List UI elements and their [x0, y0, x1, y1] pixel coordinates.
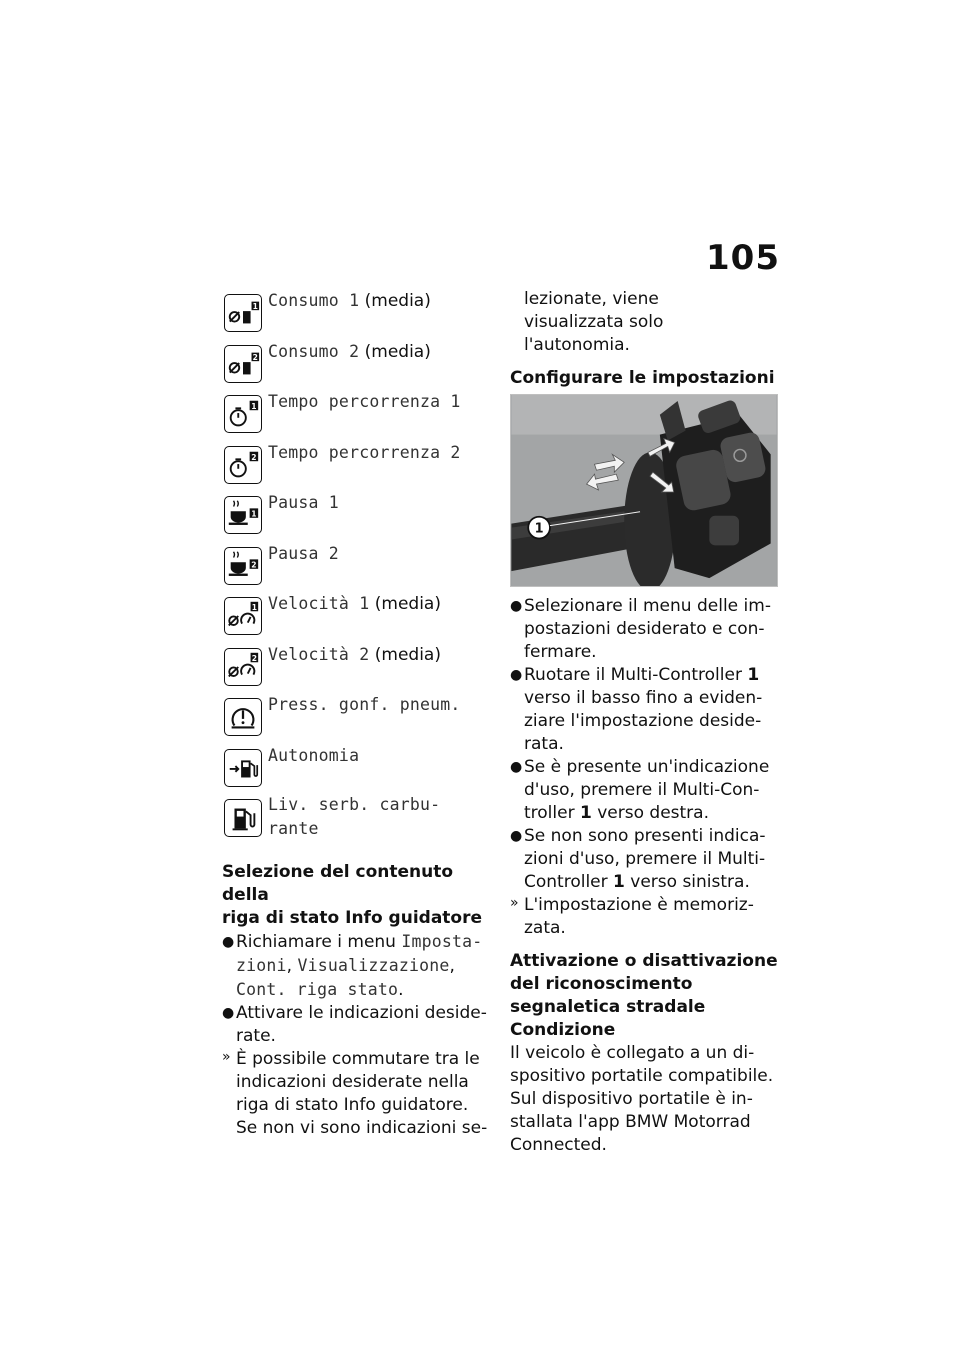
status-item: Autonomia — [222, 743, 494, 794]
svg-text:1: 1 — [251, 509, 257, 519]
svg-text:1: 1 — [251, 602, 258, 612]
svg-text:2: 2 — [252, 352, 258, 362]
status-item: Press. gonf. pneum. — [222, 692, 494, 743]
status-item: 1 Pausa 1 — [222, 490, 494, 541]
figure-callout: 1 — [534, 521, 544, 537]
section-heading: Configurare le impostazioni — [510, 368, 775, 388]
right-column — [510, 288, 778, 1157]
status-item: Liv. serb. carbu- rante — [222, 793, 494, 853]
status-item: 2 Pausa 2 — [222, 541, 494, 592]
handlebar-controls-photo — [510, 394, 778, 587]
consumption-1-icon — [224, 294, 262, 332]
left-column — [222, 288, 494, 1140]
page-number: 105 — [706, 238, 780, 278]
list-item: ● Richiamare i menu Imposta- zioni, Visualizzazione, Cont. riga stato. — [222, 932, 483, 1000]
status-item: 2 Velocità 2 (media) — [222, 642, 494, 693]
section-heading: Attivazione o disattivazione del riconoscimento segnaletica stradale — [510, 951, 778, 1017]
fuel-level-icon — [224, 799, 262, 837]
status-item: 1 Consumo 1 (media) — [222, 288, 494, 339]
break-2-icon — [224, 547, 262, 585]
trip-time-1-icon — [224, 395, 262, 433]
range-icon — [224, 749, 262, 787]
status-item: 2 Consumo 2 (media) — [222, 339, 494, 390]
speed-2-icon — [224, 648, 262, 686]
svg-text:1: 1 — [252, 302, 258, 312]
break-1-icon — [224, 496, 262, 534]
svg-text:1: 1 — [251, 401, 257, 411]
list-item: ● Se non sono presenti indica-zioni d'uso, premere il Multi-Controller 1 verso sinistra. — [510, 826, 766, 892]
svg-text:2: 2 — [251, 653, 258, 663]
trip-time-2-icon — [224, 446, 262, 484]
status-item: 2 Tempo percorrenza 2 — [222, 440, 494, 491]
condition-text: Il veicolo è collegato a un di-spositivo portatile compatibile. Sul dispositivo portatile è in-stallata l'app BMW Motorrad Connected. — [510, 1043, 774, 1155]
list-item: ● Se è presente un'indicazione d'uso, premere il Multi-Con-troller 1 verso destra. — [510, 757, 770, 823]
consumption-2-icon — [224, 345, 262, 383]
svg-text:2: 2 — [251, 452, 257, 462]
result-continuation: lezionate, viene visualizzata solo l'autonomia. — [524, 289, 664, 355]
status-item: 1 Velocità 1 (media) — [222, 591, 494, 642]
list-item: ● Ruotare il Multi-Controller 1 verso il basso fino a eviden-ziare l'impostazione deside-rata. — [510, 665, 763, 754]
svg-text:2: 2 — [251, 559, 257, 569]
section-heading: Selezione del contenuto della riga di stato Info guidatore — [222, 862, 483, 928]
steps-list — [222, 930, 494, 1140]
list-item: ● Selezionare il menu delle im-postazioni desiderato e con-fermare. — [510, 596, 771, 662]
condition-heading: Condizione — [510, 1020, 616, 1040]
speed-1-icon — [224, 597, 262, 635]
status-item: 1 Tempo percorrenza 1 — [222, 389, 494, 440]
result-item: » L'impostazione è memoriz-zata. — [510, 895, 754, 938]
list-item: ● Attivare le indicazioni deside-rate. — [222, 1003, 487, 1046]
result-item: » È possibile commutare tra le indicazioni desiderate nella riga di stato Info guidatore. Se non vi sono indicazioni se- — [222, 1049, 488, 1138]
tyre-pressure-icon — [224, 698, 262, 736]
steps-list — [510, 595, 778, 940]
